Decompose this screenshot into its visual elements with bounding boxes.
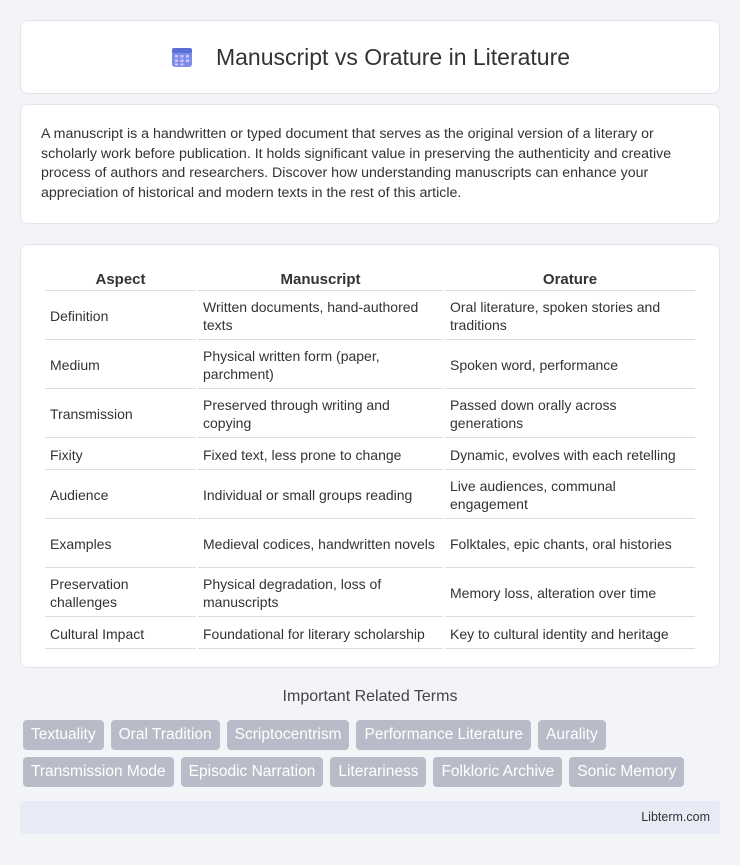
tag-folkloric-archive[interactable]: Folkloric Archive bbox=[433, 757, 562, 787]
table-row bbox=[45, 440, 695, 470]
table-cell: Examples bbox=[45, 521, 196, 568]
table-cell: Audience bbox=[45, 472, 196, 519]
table-row bbox=[45, 619, 695, 649]
related-terms-title: Important Related Terms bbox=[282, 688, 458, 705]
related-terms bbox=[23, 720, 723, 794]
page-title: Manuscript vs Orature in Literature bbox=[215, 43, 571, 70]
column-header-orature: Orature bbox=[445, 267, 695, 291]
table-cell: Transmission bbox=[45, 391, 196, 438]
tag-oral-tradition[interactable]: Oral Tradition bbox=[111, 720, 220, 750]
tag-literariness[interactable]: Literariness bbox=[330, 757, 426, 787]
table-row bbox=[45, 521, 695, 568]
tag-textuality[interactable]: Textuality bbox=[23, 720, 104, 750]
tag-row bbox=[23, 757, 723, 787]
table-cell: Preservation challenges bbox=[45, 570, 196, 617]
table-cell: Dynamic, evolves with each retelling bbox=[445, 440, 695, 470]
table-header-row bbox=[45, 267, 695, 291]
tag-episodic-narration[interactable]: Episodic Narration bbox=[181, 757, 324, 787]
table-cell: Fixed text, less prone to change bbox=[198, 440, 443, 470]
table-cell: Oral literature, spoken stories and traditions bbox=[445, 293, 695, 340]
tag-scriptocentrism[interactable]: Scriptocentrism bbox=[227, 720, 350, 750]
table-cell: Fixity bbox=[45, 440, 196, 470]
table-cell: Live audiences, communal engagement bbox=[445, 472, 695, 519]
tag-aurality[interactable]: Aurality bbox=[538, 720, 606, 750]
column-header-aspect: Aspect bbox=[45, 267, 196, 291]
comparison-table bbox=[43, 265, 697, 651]
intro-text: A manuscript is a handwritten or typed document that serves as the original version of a literary or scholarly work before publication. It holds significant value in preserving the authenticity and creative process of authors and researchers. Discover how understanding manuscripts can enhance your appreciation of historical and modern texts in the rest of this article. bbox=[41, 126, 672, 201]
table-cell: Written documents, hand-authored texts bbox=[198, 293, 443, 340]
footer-site-link[interactable]: Libterm.com bbox=[641, 810, 710, 824]
table-cell: Physical written form (paper, parchment) bbox=[198, 342, 443, 389]
table-cell: Foundational for literary scholarship bbox=[198, 619, 443, 649]
table-row bbox=[45, 570, 695, 617]
footer bbox=[20, 801, 720, 834]
table-cell: Folktales, epic chants, oral histories bbox=[445, 521, 695, 568]
table-cell: Cultural Impact bbox=[45, 619, 196, 649]
calendar-icon bbox=[170, 45, 194, 69]
table-row bbox=[45, 293, 695, 340]
intro-card bbox=[20, 104, 720, 224]
tag-row bbox=[23, 720, 723, 750]
tag-transmission-mode[interactable]: Transmission Mode bbox=[23, 757, 174, 787]
table-cell: Spoken word, performance bbox=[445, 342, 695, 389]
table-cell: Preserved through writing and copying bbox=[198, 391, 443, 438]
column-header-manuscript: Manuscript bbox=[198, 267, 443, 291]
table-cell: Key to cultural identity and heritage bbox=[445, 619, 695, 649]
title-card bbox=[20, 20, 720, 94]
table-cell: Individual or small groups reading bbox=[198, 472, 443, 519]
tag-sonic-memory[interactable]: Sonic Memory bbox=[569, 757, 684, 787]
table-cell: Medium bbox=[45, 342, 196, 389]
table-cell: Definition bbox=[45, 293, 196, 340]
table-row bbox=[45, 391, 695, 438]
tag-performance-literature[interactable]: Performance Literature bbox=[356, 720, 531, 750]
table-cell: Passed down orally across generations bbox=[445, 391, 695, 438]
table-row bbox=[45, 342, 695, 389]
table-cell: Medieval codices, handwritten novels bbox=[198, 521, 443, 568]
comparison-card bbox=[20, 244, 720, 668]
table-cell: Physical degradation, loss of manuscripts bbox=[198, 570, 443, 617]
table-cell: Memory loss, alteration over time bbox=[445, 570, 695, 617]
table-row bbox=[45, 472, 695, 519]
